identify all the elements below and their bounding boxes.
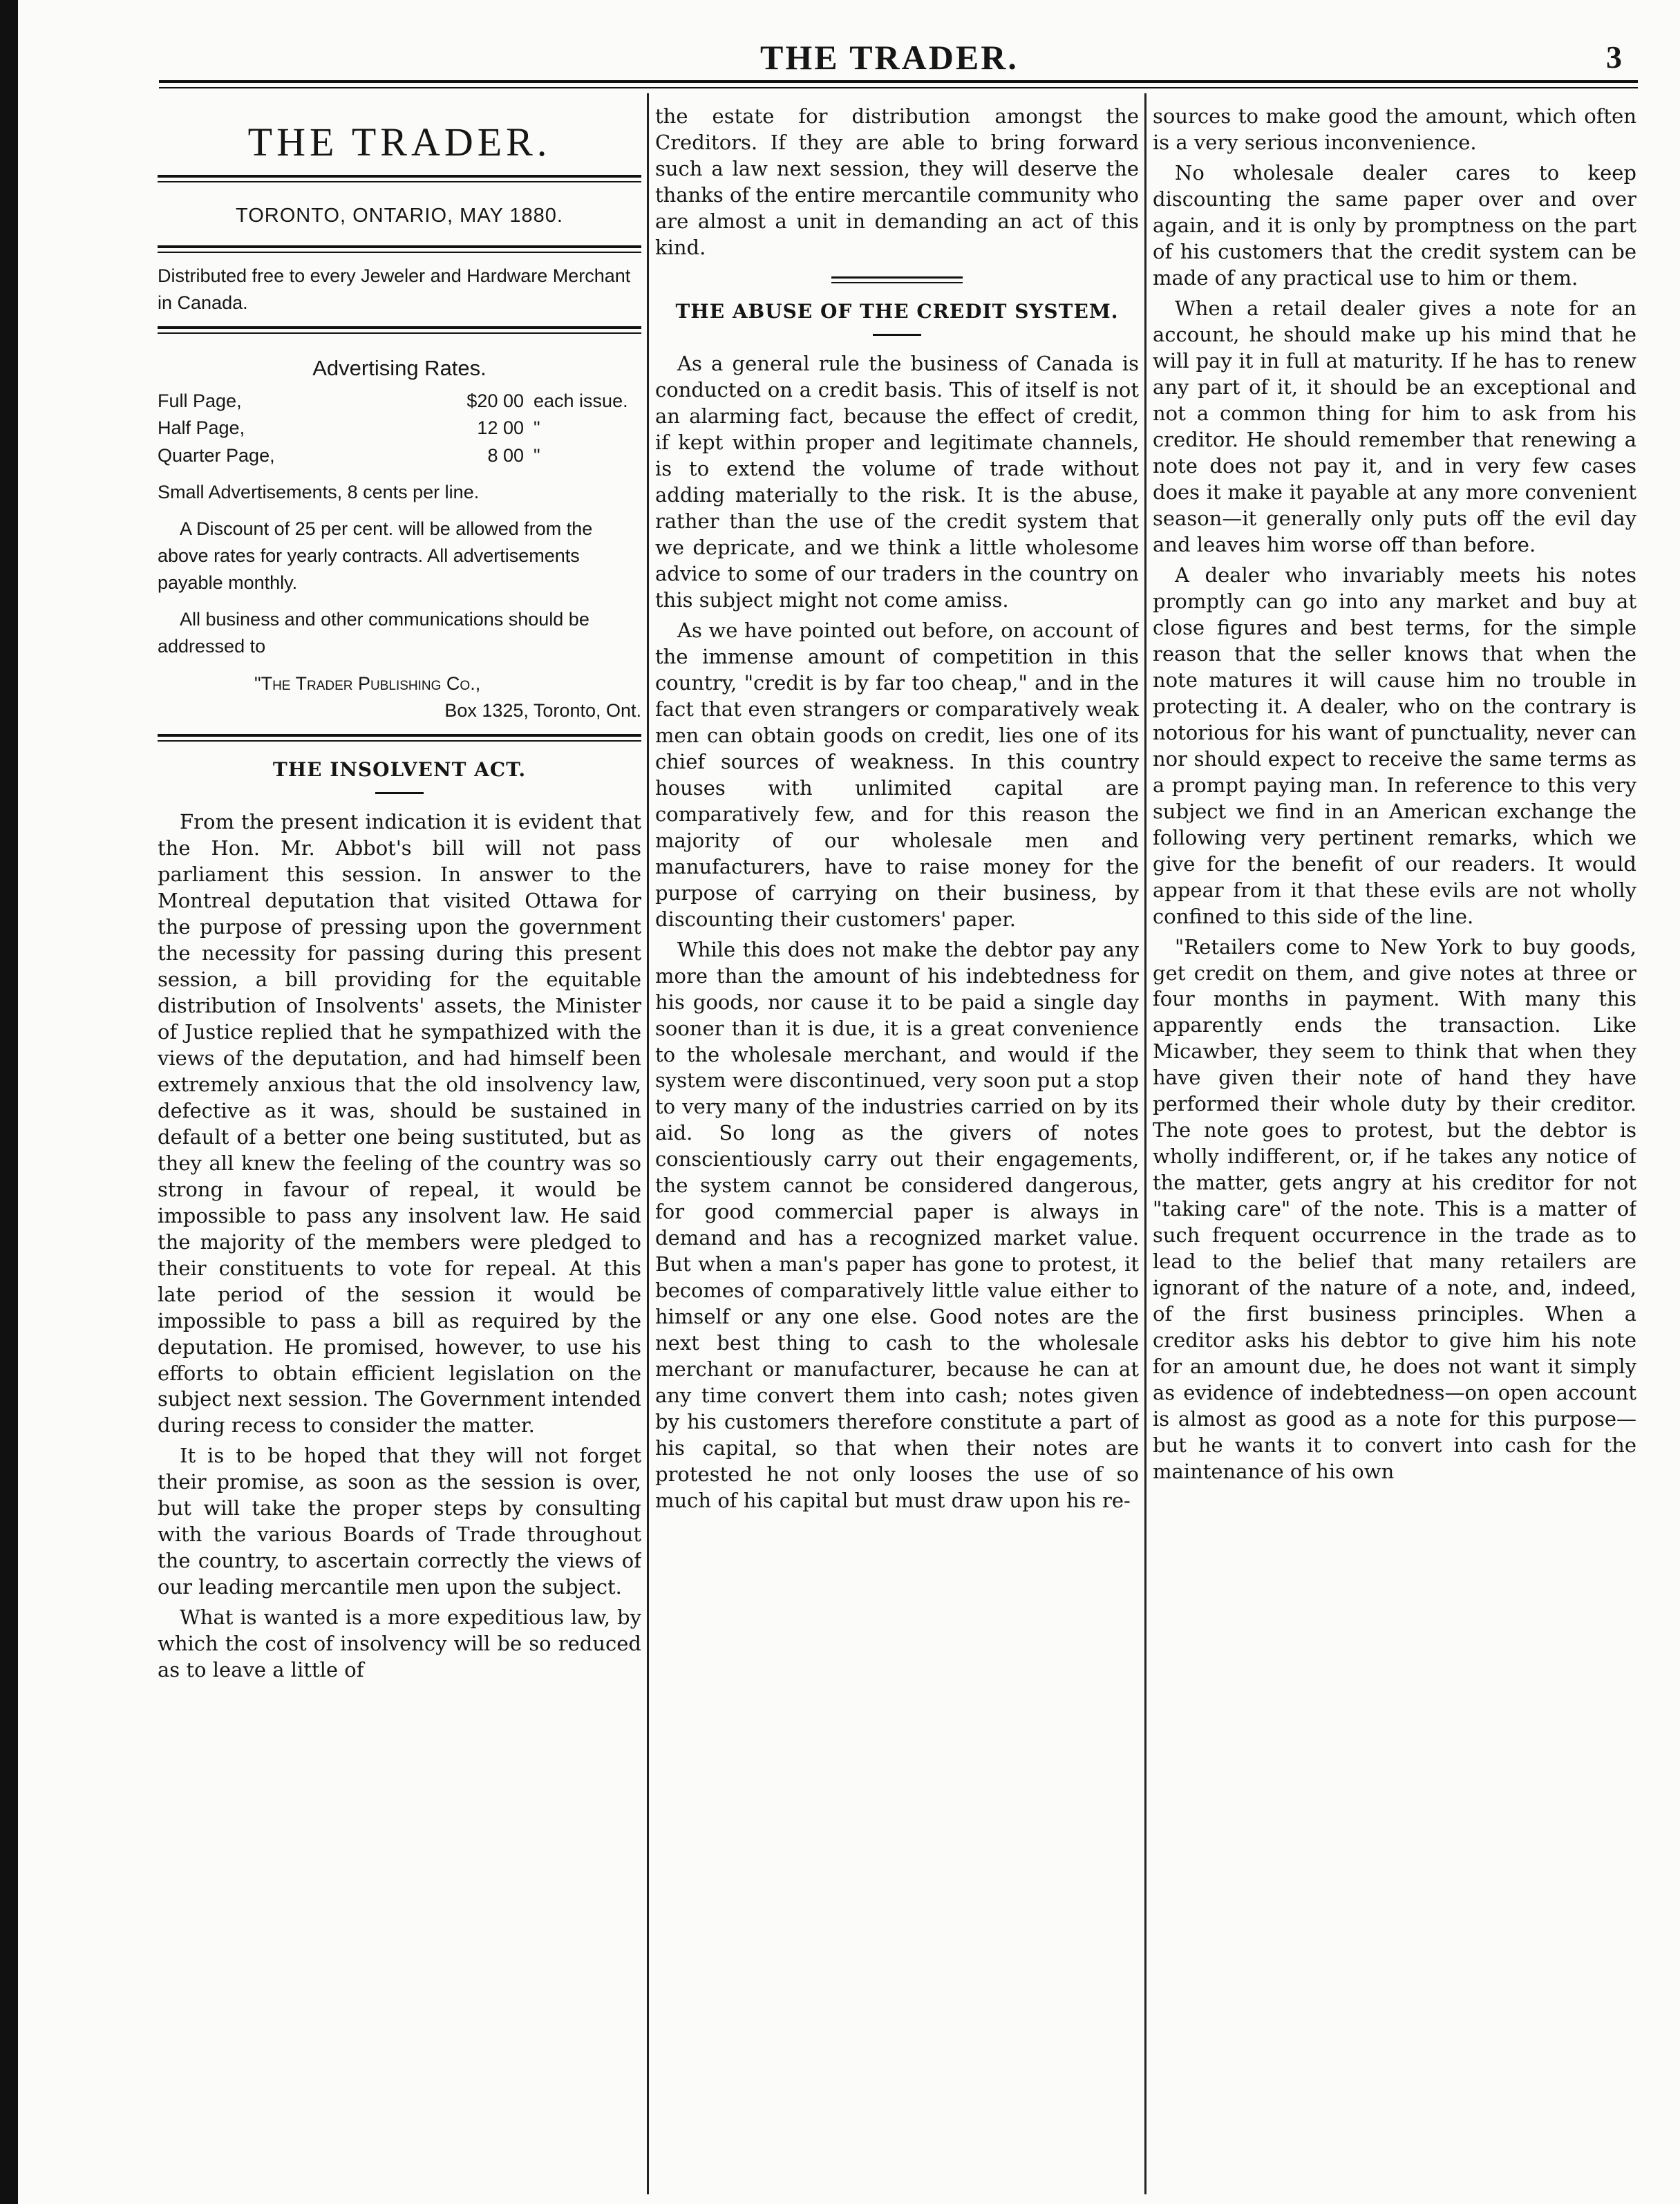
header-rule (159, 80, 1638, 88)
rate-row (158, 442, 641, 469)
column-3 (1153, 104, 1636, 2184)
advertising-rates-title: Advertising Rates. (312, 356, 487, 381)
distribution-note: Distributed free to every Jeweler and Hardware Merchant in Canada. (158, 265, 631, 314)
article-paragraph: No wholesale dealer cares to keep discounting the same paper over and over again, and it is only by promptness on the part of his customers that the credit system can be made of any practical use to him or them. (1153, 160, 1636, 290)
dateline-rule (158, 245, 641, 253)
column-2 (655, 104, 1139, 2184)
section-rule (158, 734, 641, 742)
article-paragraph: sources to make good the amount, which often is a very serious inconvenience. (1153, 104, 1636, 154)
rate-label: Full Page, (158, 390, 242, 412)
business-note: All business and other communications should be addressed to (158, 609, 589, 657)
page-binding-edge (0, 0, 18, 2204)
publisher-name: "The Trader Publishing Co., (254, 672, 481, 694)
rate-suffix: " (534, 417, 540, 439)
article-paragraph: While this does not make the debtor pay any more than the amount of his indebtedness for his goods, nor cause it to be paid a single day sooner than it is due, it is a great convenience to the wholesale merchant, and would if the system were discontinued, very soon put a stop to very many of the industries carried on by its aid. So long as the givers of notes conscientiously carry out their engagements, the system cannot be considered dangerous, for good commercial paper is always in demand and has a recognized market value. But when a man's paper has gone to protest, it becomes of comparatively little value either to himself or any one else. Good notes are the next best thing to cash to the wholesale merchant or manufacturer, because he can at any time convert them into cash; notes given by his customers therefore constitute a part of his capital, so that when their notes are protested he not only looses the use of so much of his capital but must draw upon his re- (655, 937, 1139, 1513)
rate-price: 8 00 (487, 444, 524, 466)
rate-row (158, 415, 641, 442)
article-paragraph: When a retail dealer gives a note for an account, he should make up his mind that he will pay it in full at maturity. If he has to renew any part of it, it should be an exceptional and not a common thing for him to ask from his creditor. He should remember that renewing a note does not pay it, and in very few cases does it make it payable at any more convenient season—it generally only puts off the evil day and leaves him worse off than before. (1153, 296, 1636, 556)
article-paragraph: "Retailers come to New York to buy goods, get credit on them, and give notes at three or four months in payment. With many this apparently ends the transaction. Like Micawber, they seem to think that when they have given their note of hand they have performed their whole duty by their creditor. The note goes to protest, but the debtor is wholly indifferent, or, if he takes any notice of the matter, gets angry at his creditor for not "taking care" of the note. This is a matter of such frequent occurrence in the trade as to lead to the belief that many retailers are ignorant of the nature of a note, and, indeed, of the first business principles. When a creditor asks his debtor to give him his note for an amount due, he does not want it simply as evidence of indebtedness—on open account is almost as good as a note for this purpose—but he wants it to convert into cash for the maintenance of his own (1153, 934, 1636, 1484)
rate-label: Half Page, (158, 417, 245, 439)
discount-note: A Discount of 25 per cent. will be allowed from the above rates for yearly contracts. All advertisements payable monthly. (158, 518, 593, 594)
article-paragraph: It is to be hoped that they will not forget their promise, as soon as the session is over, but will take the proper steps by consulting with the various Boards of Trade throughout the country, to ascertain correctly the views of our leading mercantile men upon the subject. (158, 1444, 641, 1599)
article-paragraph: As we have pointed out before, on account of the immense amount of competition in this country, "credit is by far too cheap," and in the fact that even strangers or comparatively weak men can obtain goods on credit, lies one of its chief sources of weakness. In this country houses with unlimited capital are comparatively few, and for this reason the majority of our wholesale men and manufacturers, have to raise money for the purpose of carrying on their business, by discounting their customers' paper. (655, 618, 1139, 931)
publisher-block (158, 670, 641, 724)
dateline: TORONTO, ONTARIO, MAY 1880. (236, 205, 563, 227)
rate-price: 12 00 (477, 417, 524, 439)
section-rule (158, 326, 641, 334)
article-paragraph: A dealer who invariably meets his notes promptly can go into any market and buy at close figures and best terms, for the simple reason that the seller knows that when the note matures it will cause him no trouble in protecting it. A dealer, who on the contrary is notorious for his want of punctuality, never can nor should expect to receive the same terms as a prompt paying man. In reference to this very subject we find in an American exchange the following very pertinent remarks, which we give for the benefit of our readers. It would appear from it that these evils are not wholly confined to this side of the line. (1153, 563, 1636, 928)
article-continuation: the estate for distribution amongst the Creditors. If they are able to bring forward such a law next session, they will deserve the thanks of the entire mercantile community who are almost a unit in demanding an act of this kind. (655, 104, 1139, 259)
rate-row (158, 388, 641, 415)
column-1 (158, 104, 641, 2184)
article-heading: THE ABUSE OF THE CREDIT SYSTEM. (675, 299, 1119, 323)
small-ads-note: Small Advertisements, 8 cents per line. (158, 481, 480, 502)
heading-rule (375, 792, 424, 794)
rate-suffix: " (534, 444, 540, 466)
article-heading: THE INSOLVENT ACT. (272, 757, 527, 781)
rate-price: $20 00 (466, 390, 524, 412)
masthead-title: THE TRADER. (247, 120, 551, 164)
rate-suffix: each issue. (534, 390, 628, 412)
article-paragraph: As a general rule the business of Canada is conducted on a credit basis. This of itself is not an alarming fact, because the effect of credit, if kept within proper and legitimate channels, is to extend the volume of trade without adding materially to the risk. It is the abuse, rather than the use of the credit system that we depricate, and we think a little wholesome advice to some of our traders in the country on this subject might not come amiss. (655, 351, 1139, 612)
masthead-rule (158, 175, 641, 182)
column-rule (1144, 93, 1146, 2194)
running-header: THE TRADER. (760, 38, 1019, 77)
rate-label: Quarter Page, (158, 444, 275, 466)
page-number: 3 (1606, 39, 1622, 75)
heading-rule (873, 334, 921, 336)
article-paragraph: What is wanted is a more expeditious law, by which the cost of insolvency will be so reduced as to leave a little of (158, 1605, 641, 1682)
publisher-address: Box 1325, Toronto, Ont. (444, 699, 641, 721)
article-paragraph: From the present indication it is evident that the Hon. Mr. Abbot's bill will not pass parliament this session. In answer to the Montreal deputation that visited Ottawa for the purpose of pressing upon the government the necessity for passing during this present session, a bill providing for the equitable distribution of Insolvents' assets, the Minister of Justice replied that he sympathized with the views of the deputation, and had himself been extremely anxious that the old insolvency law, defective as it was, should be sustained in default of a better one being sustituted, but as they all knew the feeling of the country was so strong in favour of repeal, it would be impossible to pass any insolvent law. He said the majority of the members were pledged to their constituents to vote for repeal. At this late period of the session it would be impossible to pass a bill as required by the deputation. He promised, however, to use his efforts to obtain efficient legislation on the subject next session. The Government intended during recess to consider the matter. (158, 809, 641, 1438)
section-rule (831, 276, 963, 283)
column-rule (647, 93, 649, 2194)
